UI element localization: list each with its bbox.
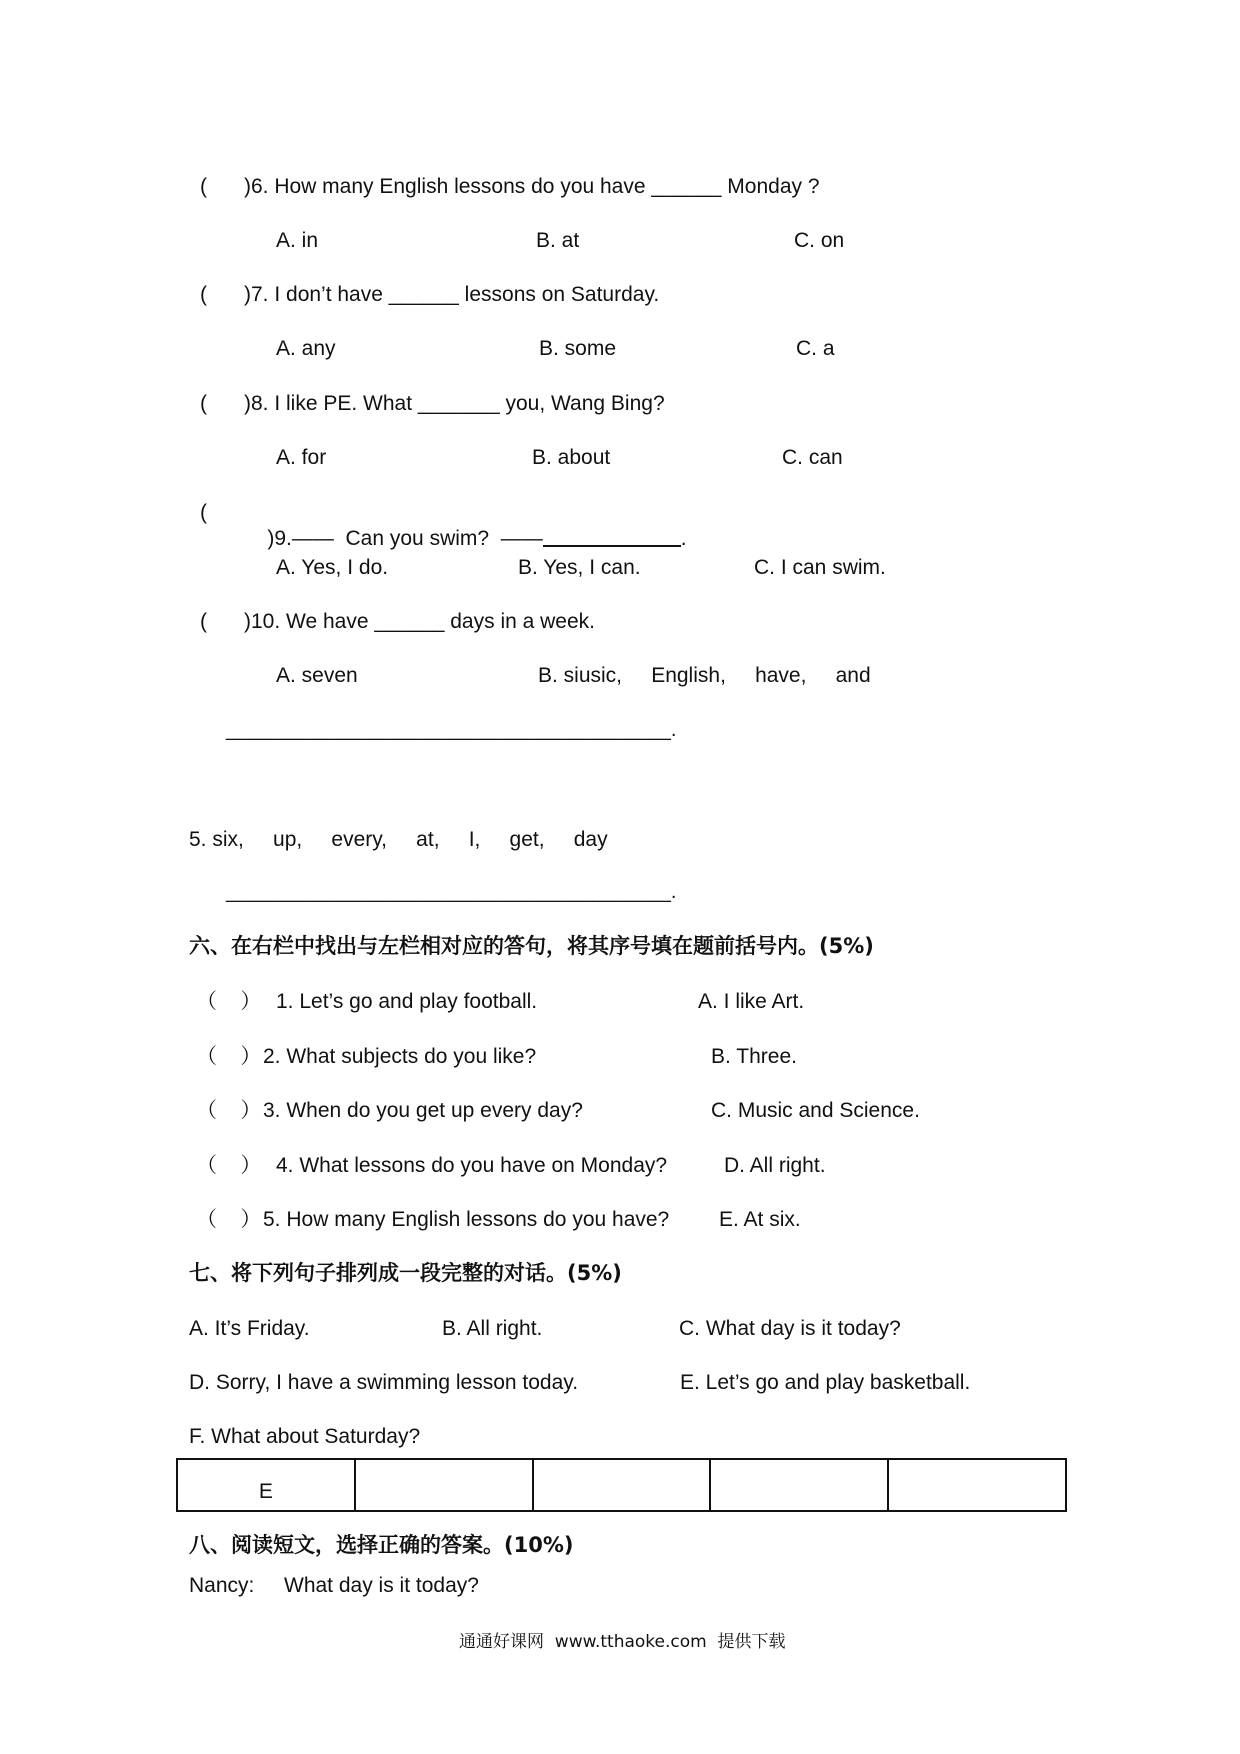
- answer-paren: (: [200, 175, 207, 198]
- dialogue-option: B. All right.: [442, 1317, 543, 1340]
- option-c: C. I can swim.: [754, 556, 886, 579]
- option-b: B. about: [532, 446, 611, 469]
- answer-paren: (: [200, 392, 207, 415]
- option-a: A. in: [276, 229, 319, 252]
- match-question: 4. What lessons do you have on Monday?: [276, 1154, 668, 1177]
- question-stem: )9.—— Can you swim? ——: [267, 527, 543, 550]
- match-answer: B. Three.: [711, 1045, 797, 1068]
- section-title: 六、在右栏中找出与左栏相对应的答句，将其序号填在题前括号内。(5%): [189, 934, 874, 958]
- answer-paren: （ ）: [196, 1208, 262, 1231]
- option-c: C. can: [782, 446, 843, 469]
- option-b: B. at: [536, 229, 580, 252]
- option-c: C. a: [796, 337, 835, 360]
- match-question: 1. Let’s go and play football.: [276, 990, 538, 1013]
- stem-period: .: [680, 527, 687, 550]
- answer-paren: （ ）: [196, 990, 262, 1013]
- page-footer: 通通好课网 www.tthaoke.com 提供下载: [459, 1632, 786, 1652]
- order-cell[interactable]: [888, 1459, 1066, 1511]
- match-answer: C. Music and Science.: [711, 1099, 920, 1122]
- option-b: B. Yes, I can.: [518, 556, 641, 579]
- order-answer-table: [176, 1458, 1067, 1512]
- order-cell[interactable]: [355, 1459, 533, 1511]
- option-a: A. seven: [276, 664, 358, 687]
- match-question: 5. How many English lessons do you have?: [263, 1208, 670, 1231]
- question-5-words: 5. six, up, every, at, I, get, day: [189, 828, 608, 851]
- option-a: A. Yes, I do.: [276, 556, 389, 579]
- answer-line[interactable]: ________________________________________.: [226, 881, 677, 903]
- question-stem: )6. How many English lessons do you have ______ Monday ?: [244, 175, 820, 198]
- option-a: A. any: [276, 337, 336, 360]
- answer-line[interactable]: ________________________________________.: [226, 719, 677, 741]
- option-a: A. for: [276, 446, 327, 469]
- answer-paren: (: [200, 283, 207, 306]
- answer-paren: （ ）: [196, 1045, 262, 1068]
- question-stem: )8. I like PE. What _______ you, Wang Bing?: [244, 392, 665, 415]
- option-b: B. some: [539, 337, 617, 360]
- section-title: 七、将下列句子排列成一段完整的对话。(5%): [189, 1261, 622, 1285]
- option-b: B. siusic, English, have, and: [538, 664, 871, 687]
- table-row: [177, 1459, 1066, 1511]
- match-answer: D. All right.: [724, 1154, 826, 1177]
- answer-paren: (: [200, 501, 207, 524]
- order-cell[interactable]: E: [177, 1459, 355, 1511]
- section-title: 八、阅读短文，选择正确的答案。(10%): [189, 1533, 574, 1557]
- order-cell[interactable]: [710, 1459, 888, 1511]
- order-cell[interactable]: [533, 1459, 711, 1511]
- answer-paren: （ ）: [196, 1154, 262, 1177]
- question-stem: )10. We have ______ days in a week.: [244, 610, 596, 633]
- option-c: C. on: [794, 229, 845, 252]
- answer-blank[interactable]: [543, 523, 681, 547]
- dialogue-option: C. What day is it today?: [679, 1317, 901, 1340]
- answer-paren: (: [200, 610, 207, 633]
- match-question: 2. What subjects do you like?: [263, 1045, 537, 1068]
- dialogue-option: E. Let’s go and play basketball.: [680, 1371, 971, 1394]
- dialogue-option: D. Sorry, I have a swimming lesson today.: [189, 1371, 579, 1394]
- dialogue-option: A. It’s Friday.: [189, 1317, 310, 1340]
- match-answer: E. At six.: [719, 1208, 801, 1231]
- dialogue-speaker: Nancy:: [189, 1574, 255, 1597]
- match-answer: A. I like Art.: [698, 990, 805, 1013]
- answer-paren: （ ）: [196, 1099, 262, 1122]
- question-stem: )7. I don’t have ______ lessons on Saturday.: [244, 283, 660, 306]
- dialogue-line: What day is it today?: [284, 1574, 479, 1597]
- match-question: 3. When do you get up every day?: [263, 1099, 583, 1122]
- dialogue-option: F. What about Saturday?: [189, 1425, 421, 1448]
